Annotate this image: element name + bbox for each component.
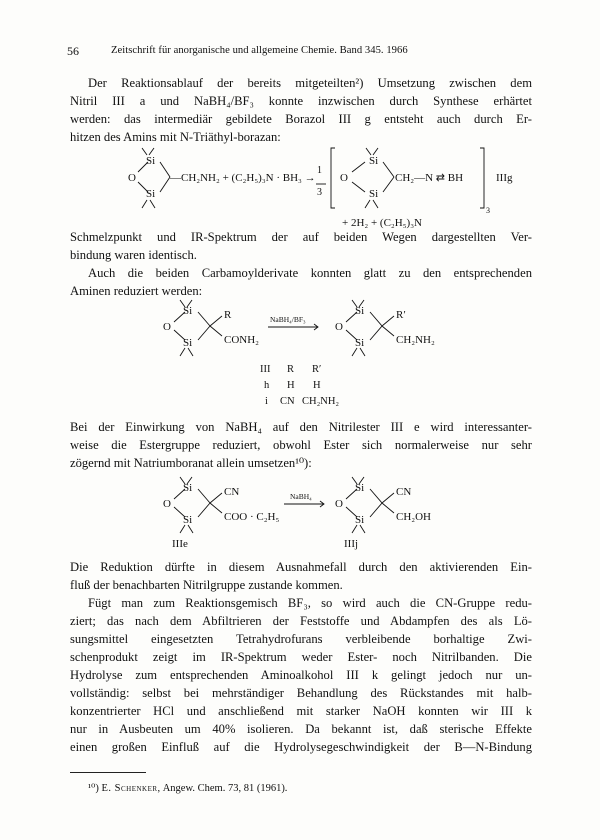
text-line: hitzen des Amins mit N-Triäthyl-borazan:: [70, 130, 281, 144]
text-line: Schmelzpunkt und IR-Spektrum der auf beiden Wegen dargestellten Ver-: [70, 230, 532, 244]
text-line: Nitril III a und NaBH₄/BF₃ konnte inzwischen durch Synthese erhärtet: [70, 94, 532, 108]
journal-title: Zeitschrift für anorganische und allgemeine Chemie. Band 345. 1966: [111, 45, 408, 56]
substituent-CN: CN: [396, 486, 412, 498]
table-cell: i: [265, 396, 268, 407]
text-line: bindung waren identisch.: [70, 248, 197, 262]
text-line: werden: das intermediär gebildete Borazol III g entsteht auch durch Er-: [70, 112, 532, 126]
paragraph-identity: [70, 228, 532, 264]
footnote-citation: Angew. Chem. 73, 81 (1961).: [162, 783, 288, 794]
paragraph-nitrilester: [70, 418, 532, 472]
compound-label-IIIg: IIIg: [496, 172, 513, 184]
fraction-numerator: 1: [317, 165, 322, 176]
text-line: Auch die beiden Carbamoylderivate konnten glatt zu den entsprechenden: [88, 266, 532, 280]
si-atom: Si: [355, 337, 365, 349]
substituent-R: R: [224, 309, 232, 321]
reaction-scheme-carbamoyl: [160, 298, 435, 410]
text-line: weise die Estergruppe reduziert, obwohl Ester sich normalerweise nur sehr: [70, 438, 532, 452]
footnote: [88, 782, 287, 794]
substituent-CH2NH2: CH₂NH₂: [396, 334, 435, 346]
text-line: Fügt man zum Reaktionsgemisch BF₃, so wird auch die CN-Gruppe redu-: [88, 596, 532, 610]
substituent-CH2OH: CH₂OH: [396, 511, 432, 523]
footnote-rule: [70, 772, 146, 773]
compound-label-IIIj: IIIj: [344, 538, 359, 550]
substituent-ester: COO · C₂H₅: [224, 511, 280, 523]
compound-label-IIIe: IIIe: [172, 538, 188, 550]
text-line: vollständig: selbst bei mehrständiger Behandlung des Rückstandes mit halb-: [70, 686, 532, 700]
text-line: ziert; das nach dem Abfiltrieren der Feststoffe und Abdampfen des als Lö-: [70, 614, 532, 628]
si-atom: Si: [369, 188, 379, 200]
table-cell: H: [313, 380, 321, 391]
text-line: sungsmittel eingesetzten Tetrahydrofurans verbleibende borhaltige Zwi-: [70, 632, 532, 646]
reaction-scheme-borazol: [120, 146, 540, 228]
footnote-mark: ¹⁰): [88, 783, 99, 794]
o-atom: O: [128, 172, 136, 184]
table-cell: h: [264, 380, 270, 391]
text-line: Aminen reduziert werden:: [70, 284, 203, 298]
table-header-cell: R′: [312, 364, 322, 375]
si-atom: Si: [183, 514, 193, 526]
si-atom: Si: [146, 188, 156, 200]
borazol-unit: CH₂—N ⇄ BH: [395, 172, 464, 184]
si-atom: Si: [183, 337, 193, 349]
text-line: Bei der Einwirkung von NaBH₄ auf den Nitrilester III e wird interessanter-: [70, 420, 532, 434]
si-atom: Si: [355, 305, 365, 317]
fraction-denominator: 3: [317, 187, 322, 198]
reagent-label: NaBH₄/BF₃: [270, 315, 306, 324]
si-atom: Si: [183, 305, 193, 317]
si-atom: Si: [369, 155, 379, 167]
o-atom: O: [163, 498, 171, 510]
text-line: Der Reaktionsablauf der bereits mitgeteilten²) Umsetzung zwischen dem: [88, 76, 532, 90]
text-line: zögernd mit Natriumboranat allein umsetzen¹⁰):: [70, 456, 312, 470]
paragraph-carbamoyl: [70, 264, 532, 300]
si-atom: Si: [355, 482, 365, 494]
table-cell: CN: [280, 396, 295, 407]
text-line: schenprodukt zeigt im IR-Spektrum weder Ester- noch Nitrilbanden. Die: [70, 650, 532, 664]
text-line: nur in Ausbeuten um 40% isolieren. Da bekannt ist, daß sterische Effekte: [70, 722, 532, 736]
reaction-scheme-ester-reduction: [160, 475, 430, 553]
reactant-substituent: —CH₂NH₂ + (C₂H₅)₃N · BH₃ →: [170, 172, 316, 184]
table-header-cell: III: [260, 364, 271, 375]
si-atom: Si: [146, 155, 156, 167]
substituent-CN: CN: [224, 486, 240, 498]
paragraph-bf3-reduction: [70, 594, 532, 756]
substituent-R-prime: R′: [396, 309, 406, 321]
o-atom: O: [335, 321, 343, 333]
paragraph-reaction-course: [70, 74, 532, 146]
text-line: einen großen Einfluß auf die Hydrolysegeschwindigkeit der B—N-Bindung: [70, 740, 532, 754]
si-atom: Si: [183, 482, 193, 494]
footnote-author: E. Schenker,: [101, 783, 161, 794]
substituent-CONH2: CONH₂: [224, 334, 260, 346]
byproducts: + 2H₂ + (C₂H₅)₃N: [342, 217, 422, 229]
table-cell: H: [287, 380, 295, 391]
bracket-subscript: 3: [486, 206, 490, 215]
reagent-label: NaBH₄: [290, 492, 312, 501]
text-line: Die Reduktion dürfte in diesem Ausnahmefall durch den aktivierenden Ein-: [70, 560, 532, 574]
text-line: konzentrierter HCl und anschließend mit starker NaOH konnten wir III k: [70, 704, 532, 718]
o-atom: O: [335, 498, 343, 510]
text-line: Hydrolyse zum entsprechenden Aminoalkohol III k gelingt jedoch nur un-: [70, 668, 532, 682]
table-header-cell: R: [287, 364, 295, 375]
paragraph-activation: [70, 558, 532, 594]
table-cell: CH₂NH₂: [302, 396, 340, 407]
o-atom: O: [340, 172, 348, 184]
page-number: 56: [67, 44, 79, 58]
text-line: fluß der benachbarten Nitrilgruppe zustande kommen.: [70, 578, 343, 592]
si-atom: Si: [355, 514, 365, 526]
o-atom: O: [163, 321, 171, 333]
